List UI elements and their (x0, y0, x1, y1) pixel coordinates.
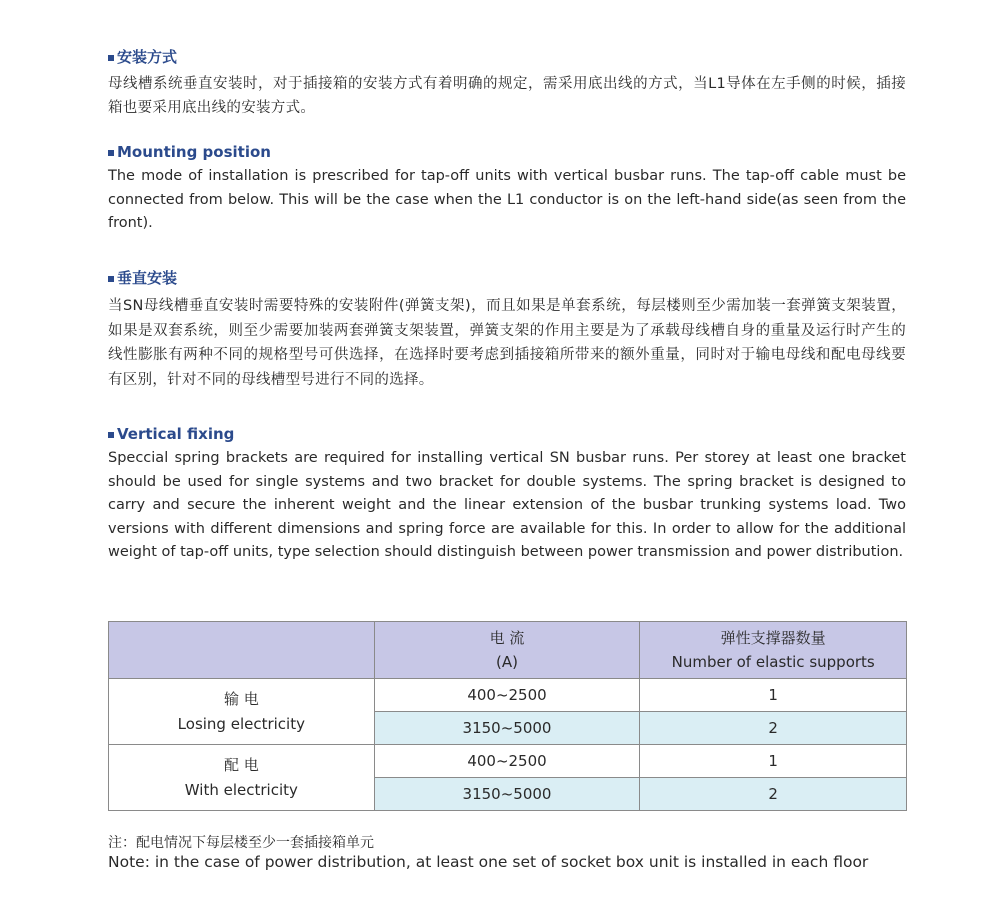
header-supports (640, 622, 907, 679)
square-bullet-icon (108, 432, 114, 438)
group-name-en: With electricity (184, 780, 298, 799)
header-current (374, 622, 640, 679)
group-name-en: Losing electricity (177, 714, 305, 733)
heading-text: 垂直安装 (117, 269, 178, 287)
section-heading-vertical-en (108, 425, 234, 443)
square-bullet-icon (108, 276, 114, 282)
table-row (109, 679, 907, 712)
paragraph-vertical-cn: 当SN母线槽垂直安装时需要特殊的安装附件(弹簧支架)，而且如果是单套系统，每层楼则至少需加装一套弹簧支架装置，如果是双套系统，则至少需要加装两套弹簧支架装置，弹簧支架的作用主要是为了承载母线槽自身的重量及运行时产生的线性膨胀有两种不同的规格型号可供选择，在选择时要考虑到插接箱所带来的额外重量，同时对于输电母线和配电母线要有区别，针对不同的母线槽型号进行不同的选择。 (108, 298, 906, 388)
elastic-supports-table (108, 621, 907, 811)
heading-text: 安装方式 (117, 48, 178, 66)
paragraph-mounting-cn: 母线槽系统垂直安装时，对于插接箱的安装方式有着明确的规定，需采用底出线的方式，当L1导体在左手侧的时候，插接箱也要采用底出线的安装方式。 (108, 76, 906, 116)
heading-text: Mounting position (117, 143, 271, 161)
supports-cell: 1 (640, 745, 907, 778)
supports-cell: 2 (640, 778, 907, 811)
supports-cell: 2 (640, 712, 907, 745)
square-bullet-icon (108, 150, 114, 156)
square-bullet-icon (108, 55, 114, 61)
group-name-cn: 配 电 (223, 755, 259, 774)
note-cn: 注：配电情况下每层楼至少一套插接箱单元 (108, 835, 374, 851)
header-empty-cell (109, 622, 375, 679)
table-header-row (109, 622, 907, 679)
current-cell: 400~2500 (374, 679, 640, 712)
header-current-unit: (A) (496, 653, 518, 671)
supports-cell: 1 (640, 679, 907, 712)
paragraph-mounting-en: The mode of installation is prescribed for tap-off units with vertical busbar runs. The tap-off cable must be connected from below. This will be the case when the L1 conductor is on the left-hand side(as seen from the front). (108, 168, 906, 231)
current-cell: 3150~5000 (374, 778, 640, 811)
group-cell-distribution (109, 745, 375, 811)
header-supports-cn: 弹性支撑器数量 (720, 629, 826, 647)
note-en: Note: in the case of power distribution, at least one set of socket box unit is installed in each floor (108, 853, 869, 871)
section-heading-mounting-en (108, 143, 271, 161)
table-row (109, 745, 907, 778)
group-name-cn: 输 电 (223, 689, 259, 708)
paragraph-vertical-en: Speccial spring brackets are required for installing vertical SN busbar runs. Per storey at least one bracket should be used for single systems and two bracket for double systems. The spring bracket is designed to carry and secure the inherent weight and the linear extension of the busbar trunking systems load. Two versions with different dimensions and spring force are available for this. In order to allow for the additional weight of tap-off units, type selection should distinguish between power transmission and power distribution. (108, 450, 906, 560)
group-cell-transmission (109, 679, 375, 745)
section-heading-mounting-cn (108, 46, 177, 67)
header-supports-en: Number of elastic supports (671, 653, 875, 671)
current-cell: 400~2500 (374, 745, 640, 778)
section-heading-vertical-cn (108, 267, 177, 288)
heading-text: Vertical fixing (117, 425, 235, 443)
current-cell: 3150~5000 (374, 712, 640, 745)
header-current-cn: 电 流 (489, 629, 525, 647)
